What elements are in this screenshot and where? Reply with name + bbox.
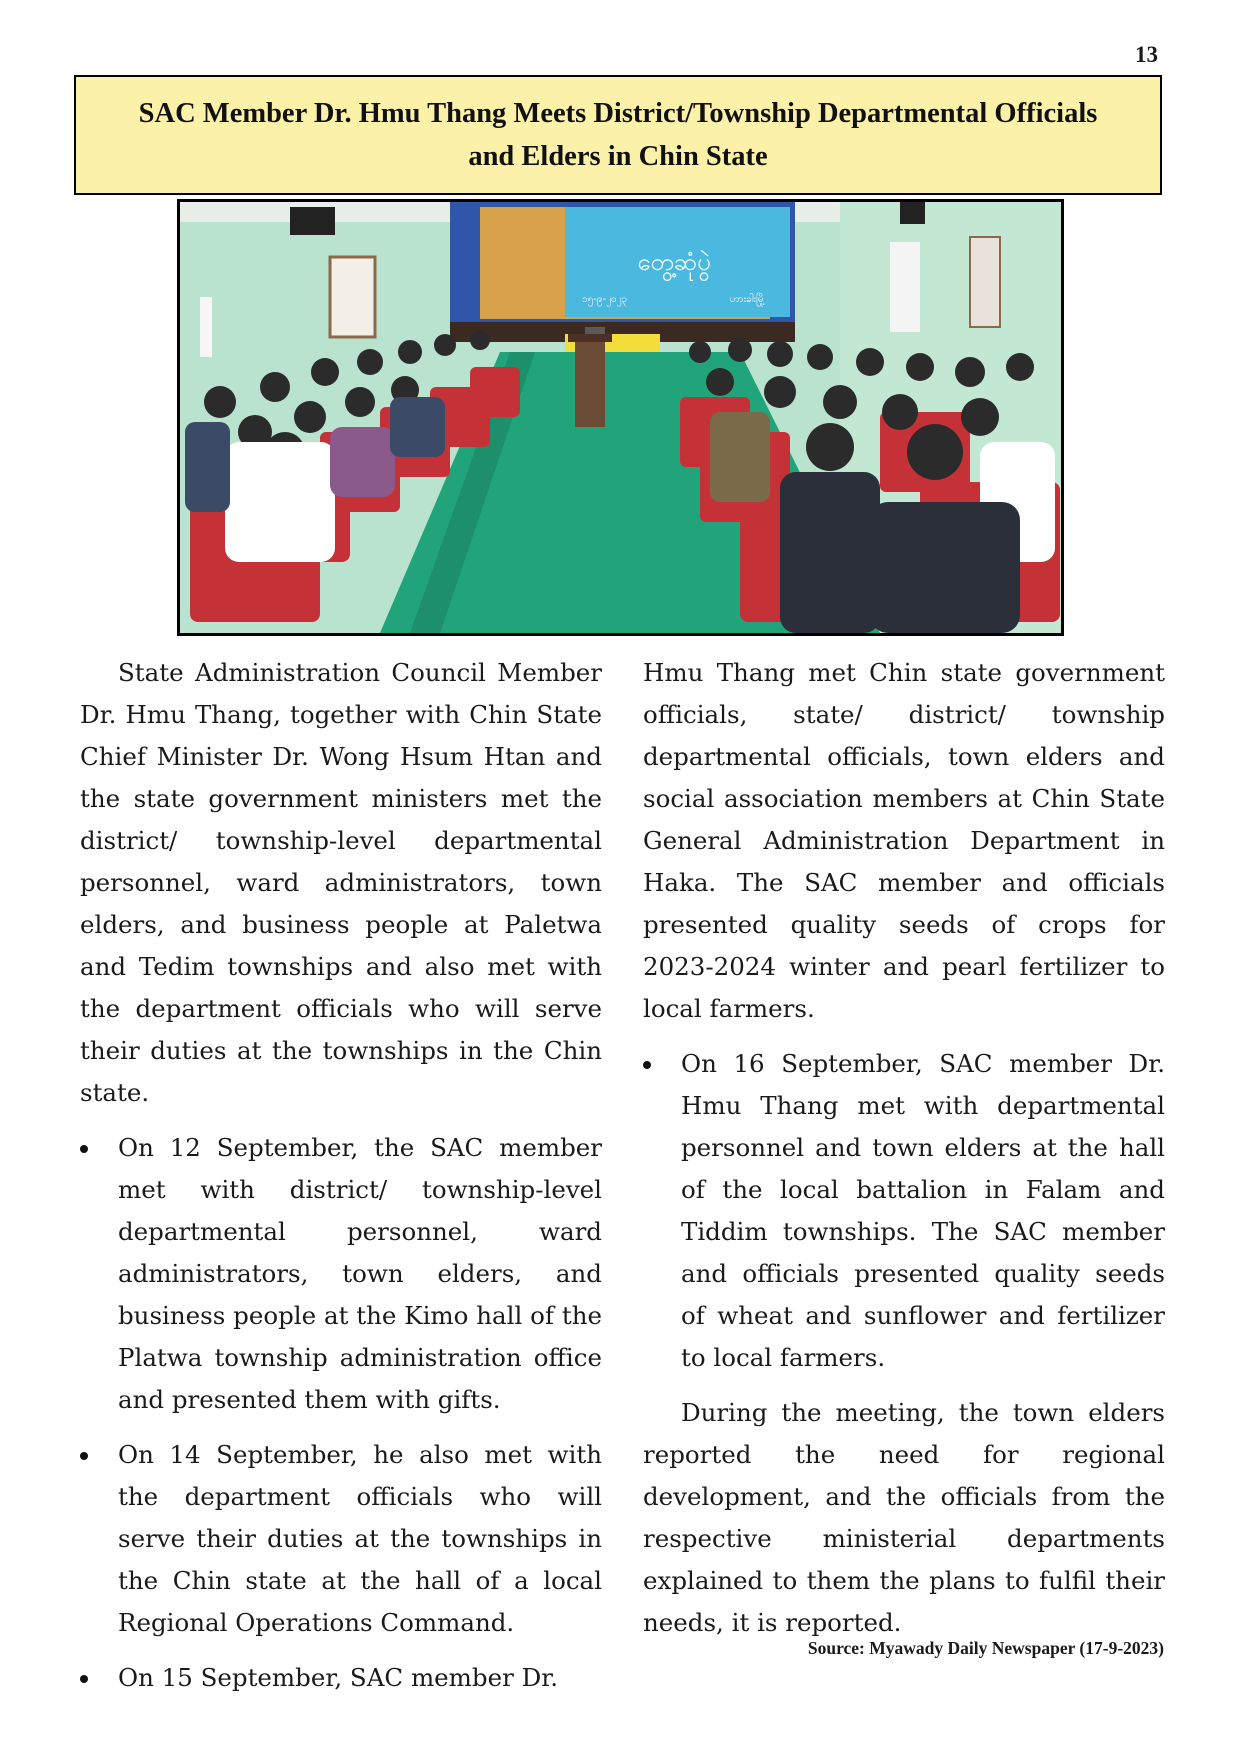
headline-line-1: SAC Member Dr. Hmu Thang Meets District/Township Departmental Officials bbox=[138, 98, 1098, 129]
banner-place: ဟားခါးမြို့ bbox=[729, 294, 765, 305]
intro-paragraph: State Administration Council Member Dr. Hmu Thang, together with Chin State Chief Minister Dr. Wong Hsum Htan and the state government ministers met the district/ township-level departmental personnel, ward administrators, town elders, and business people at Paletwa and Tedim townships and also met with the department officials who will serve their duties at the townships in the Chin state. bbox=[80, 658, 602, 1107]
bullet-icon bbox=[80, 1452, 88, 1460]
bullet-item-12-september bbox=[80, 1127, 602, 1421]
page-number: 13 bbox=[1135, 42, 1158, 67]
left-bullet-list bbox=[80, 1127, 602, 1699]
meeting-hall-image bbox=[180, 202, 1061, 633]
bullet-text: On 16 September, SAC member Dr. Hmu Thang met with departmental personnel and town elders at the hall of the local battalion in Falam and Tiddim townships. The SAC member and officials presented quality seeds of wheat and sunflower and fertilizer to local farmers. bbox=[681, 1049, 1165, 1372]
bullet-icon bbox=[643, 1061, 651, 1069]
bullet-icon bbox=[80, 1145, 88, 1153]
headline-line-2: and Elders in Chin State bbox=[468, 141, 768, 172]
right-column bbox=[643, 652, 1165, 1644]
bullet-text: On 15 September, SAC member Dr. bbox=[118, 1663, 559, 1692]
right-bullet-list bbox=[643, 1043, 1165, 1379]
banner-date: ၁၅-၉-၂၀၂၃ bbox=[582, 294, 628, 305]
headline bbox=[139, 92, 1098, 178]
bullet-item-14-september bbox=[80, 1434, 602, 1644]
bullet-text: On 12 September, the SAC member met with district/ township-level departmental personnel, ward administrators, town elders, and business people at the Kimo hall of the Platwa township administration office and presented them with gifts. bbox=[118, 1133, 602, 1414]
meeting-photo bbox=[177, 199, 1064, 636]
bullet-item-15-september bbox=[80, 1657, 602, 1699]
source-credit: Source: Myawady Daily Newspaper (17-9-2023) bbox=[807, 1638, 1164, 1658]
headline-box bbox=[74, 75, 1162, 195]
bullet-text: On 14 September, he also met with the department officials who will serve their duties at the townships in the Chin state at the hall of a local Regional Operations Command. bbox=[118, 1440, 602, 1637]
left-column bbox=[80, 652, 602, 1699]
bullet-item-16-september bbox=[643, 1043, 1165, 1379]
continued-paragraph: Hmu Thang met Chin state government officials, state/ district/ township departmental officials, town elders and social association members at Chin State General Administration Department in Haka. The SAC member and officials presented quality seeds of crops for 2023-2024 winter and pearl fertilizer to local farmers. bbox=[643, 658, 1165, 1023]
banner-title: တွေ့ဆုံပွဲ bbox=[637, 248, 711, 276]
bullet-icon bbox=[80, 1675, 88, 1683]
closing-paragraph: During the meeting, the town elders reported the need for regional development, and the officials from the respective ministerial departments explained to them the plans to fulfil their needs, it is reported. bbox=[643, 1398, 1165, 1637]
